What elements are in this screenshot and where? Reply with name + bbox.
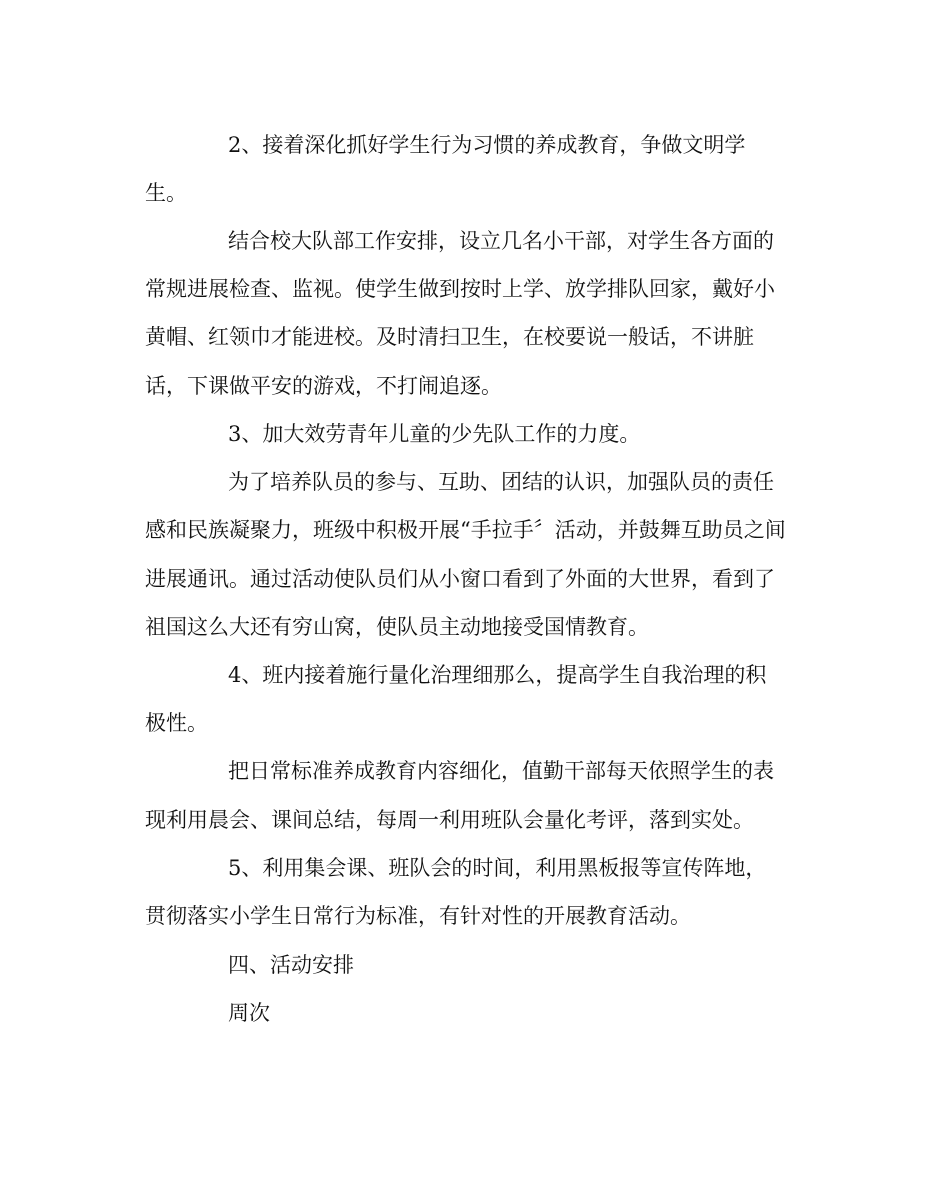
week-label: 周次 [228,1001,270,1025]
paragraph-2-line-2: 感和民族凝聚力，班级中积极开展“手拉手〞活动，并鼓舞互助员之间 [145,518,786,542]
paragraph-1-line-3: 黄帽、红领巾才能进校。及时清扫卫生，在校要说一般话，不讲脏 [145,325,754,349]
item-4-heading-line-1: 4、班内接着施行量化治理细那么，提高学生自我治理的积 [228,663,767,687]
item-3-heading: 3、加大效劳青年儿童的少先队工作的力度。 [228,422,641,446]
paragraph-1-line-2: 常规进展检查、监视。使学生做到按时上学、放学排队回家，戴好小 [145,277,775,301]
item-4-heading-line-2: 极性。 [145,711,208,735]
paragraph-2-line-1: 为了培养队员的参与、互助、团结的认识，加强队员的责任 [228,470,774,494]
item-2-heading-line-2: 生。 [145,181,187,205]
item-2-heading-line-1: 2、接着深化抓好学生行为习惯的养成教育，争做文明学 [228,133,746,157]
paragraph-1-line-1: 结合校大队部工作安排，设立几名小干部，对学生各方面的 [228,229,774,253]
paragraph-3-line-2: 现利用晨会、课间总结，每周一利用班队会量化考评，落到实处。 [145,808,754,832]
paragraph-2-line-4: 祖国这么大还有穷山窝，使队员主动地接受国情教育。 [145,615,649,639]
paragraph-3-line-1: 把日常标准养成教育内容细化，值勤干部每天依照学生的表 [228,759,774,783]
paragraph-2-line-3: 进展通讯。通过活动使队员们从小窗口看到了外面的大世界，看到了 [145,567,775,591]
paragraph-1-line-4: 话，下课做平安的游戏，不打闹追逐。 [145,374,502,398]
paragraph-4-line-1: 贯彻落实小学生日常行为标准，有针对性的开展教育活动。 [145,904,691,928]
item-5-heading: 5、利用集会课、班队会的时间，利用黑板报等宣传阵地， [228,856,767,880]
section-4-heading: 四、活动安排 [228,953,354,977]
